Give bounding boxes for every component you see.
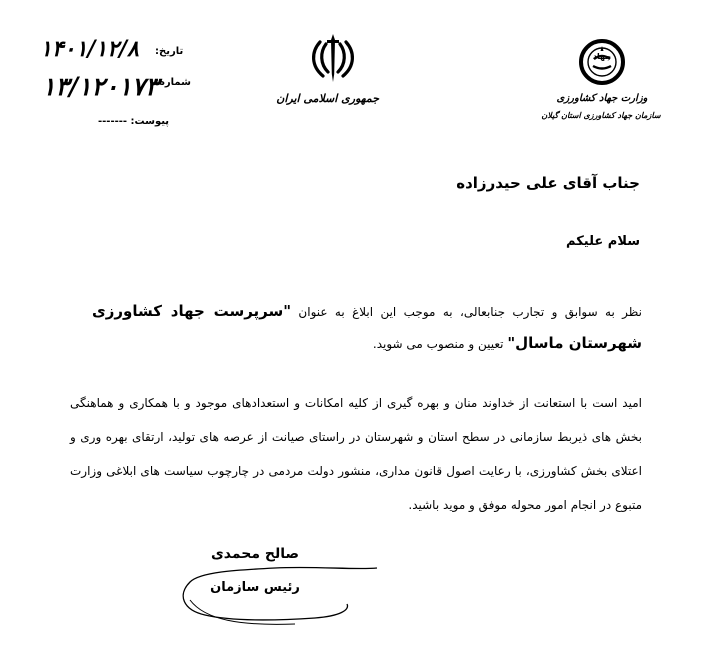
ministry-logo-text: جهاد bbox=[592, 52, 612, 61]
paragraph-appointment-end: تعیین و منصوب می شوید. bbox=[372, 337, 508, 351]
paragraph-appointment-start: نظر به سوابق و تجارب جنابعالی، به موجب این ابلاغ به عنوان bbox=[291, 305, 642, 319]
number-label: شماره: bbox=[155, 77, 191, 88]
signatory-title: رئیس سازمان bbox=[210, 580, 300, 595]
iran-emblem-icon bbox=[310, 32, 356, 84]
recipient: جناب آقای علی حیدرزاده bbox=[456, 174, 640, 192]
emblem-caption: جمهوری اسلامی ایران bbox=[276, 92, 379, 105]
attachment-label: پیوست: ------- bbox=[98, 116, 170, 127]
ministry-name: وزارت جهاد کشاورزی bbox=[556, 93, 648, 104]
appointment-title: "سرپرست جهاد کشاورزی شهرستان ماسال" bbox=[92, 302, 642, 352]
handwritten-signature bbox=[165, 560, 385, 635]
date-label: تاریخ: bbox=[155, 46, 184, 57]
signatory-name: صالح محمدی bbox=[210, 546, 300, 562]
ministry-logo-icon bbox=[578, 38, 626, 86]
date-value: ۱۴۰۱/۱۲/۸ bbox=[40, 36, 139, 62]
greeting: سلام علیکم bbox=[566, 234, 640, 249]
paragraph-wishes: امید است با استعانت از خداوند منان و بهره گیری از کلیه امکانات و استعدادهای موجود و با همکاری و هماهنگی بخش های ذیربط سازمانی در سطح استان و شهرستان در راستای صیانت از عرصه های تولید، ارتقای بهره وری و اعتلای بخش کشاورزی، با رعایت اصول قانون مداری، منشور دولت مردمی در چارچوب سیاست های ابلاغی وزارت متبوع در انجام امور محوله موفق و موید باشید. bbox=[70, 396, 642, 512]
paragraph-appointment bbox=[92, 296, 642, 360]
number-value: ۱۳/۱۲۰۱۷۳ bbox=[42, 72, 159, 101]
ministry-org: سازمان جهاد کشاورزی استان گیلان bbox=[541, 110, 661, 120]
